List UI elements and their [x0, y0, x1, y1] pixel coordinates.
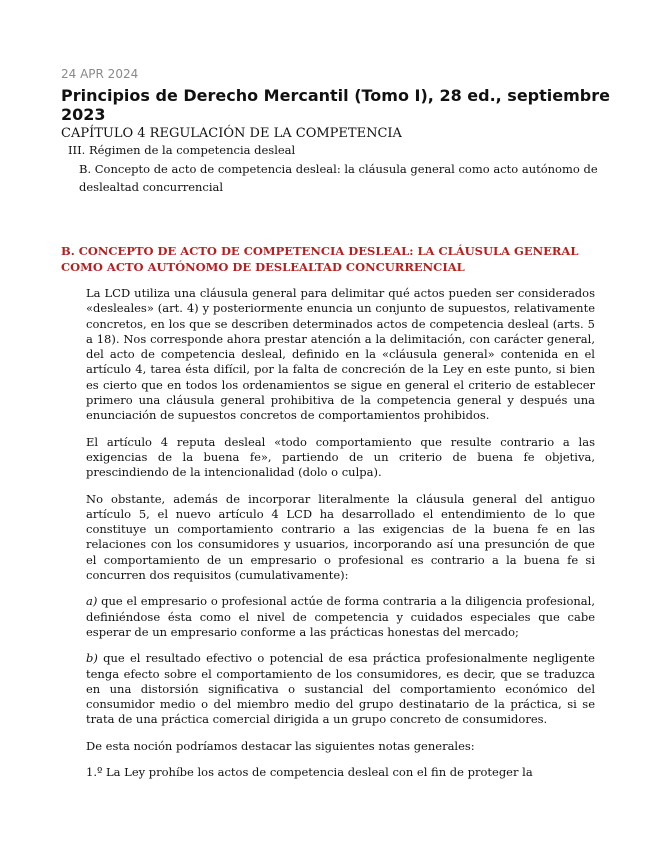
book-title[interactable]: Principios de Derecho Mercantil (Tomo I), 28 ed., septiembre 2023: [61, 86, 610, 124]
paragraph-5-text: que el resultado efectivo o potencial de esa práctica profesionalmente negligente tenga efecto sobre el comportamiento de los consumidores, es decir, que se traduzca en una distorsión significativa o sustancial del comportamiento económico del consumidor medio o del miembro medio del grupo destinatario de la práctica, si se trata de una práctica comercial dirigida a un grupo concreto de consumidores.: [86, 651, 595, 727]
paragraph-4: [86, 594, 595, 640]
list-marker-a: a): [86, 594, 98, 609]
chapter-heading[interactable]: CAPÍTULO 4 REGULACIÓN DE LA COMPETENCIA: [61, 126, 402, 141]
paragraph-6: De esta noción podríamos destacar las siguientes notas generales:: [86, 738, 475, 753]
paragraph-4-text: que el empresario o profesional actúe de forma contraria a la diligencia profesional, definiéndose ésta como el nivel de competencia y cuidados especiales que cabe esperar de un empresario conforme a las prácticas honestas del mercado;: [86, 594, 595, 639]
body-text: [86, 286, 595, 791]
toc-level1[interactable]: III. Régimen de la competencia desleal: [68, 143, 296, 157]
paragraph-5: [86, 651, 595, 727]
paragraph-1: La LCD utiliza una cláusula general para delimitar qué actos pueden ser considerados «desleales» (art. 4) y posteriormente enuncia un conjunto de supuestos, relativamente concretos, en los que se describen determinados actos de competencia desleal (arts. 5 a 18). Nos corresponde ahora prestar atención a la delimitación, con carácter general, del acto de competencia desleal, definido en la «cláusula general» contenida en el artículo 4, tarea ésta difícil, por la falta de concreción de la Ley en este punto, si bien es cierto que en todos los ordenamientos se sigue en general el criterio de establecer primero una cláusula general prohibitiva de la competencia general y después una enunciación de supuestos concretos de comportamientos prohibidos.: [86, 286, 595, 423]
publication-date: 24 APR 2024: [61, 67, 139, 81]
section-title: B. CONCEPTO DE ACTO DE COMPETENCIA DESLEAL: LA CLÁUSULA GENERAL COMO ACTO AUTÓNOMO DE DESLEALTAD CONCURRENCIAL: [61, 244, 579, 274]
paragraph-2: El artículo 4 reputa desleal «todo comportamiento que resulte contrario a las exigencias de la buena fe», partiendo de un criterio de buena fe objetiva, prescindiendo de la intencionalidad (dolo o culpa).: [86, 434, 595, 480]
paragraph-3: No obstante, además de incorporar literalmente la cláusula general del antiguo artículo 5, el nuevo artículo 4 LCD ha desarrollado el entendimiento de lo que constituye un comportamiento contrario a las exigencias de la buena fe en las relaciones con los consumidores y usuarios, incorporando así una presunción de que el comportamiento de un empresario o profesional es contrario a la buena fe si concurren dos requisitos (cumulativamente):: [86, 491, 595, 583]
paragraph-7: 1.º La Ley prohíbe los actos de competencia desleal con el fin de proteger la: [86, 765, 533, 780]
toc-level2[interactable]: B. Concepto de acto de competencia desleal: la cláusula general como acto autónomo de deslealtad concurrencial: [79, 162, 598, 194]
list-marker-b: b): [86, 651, 98, 666]
